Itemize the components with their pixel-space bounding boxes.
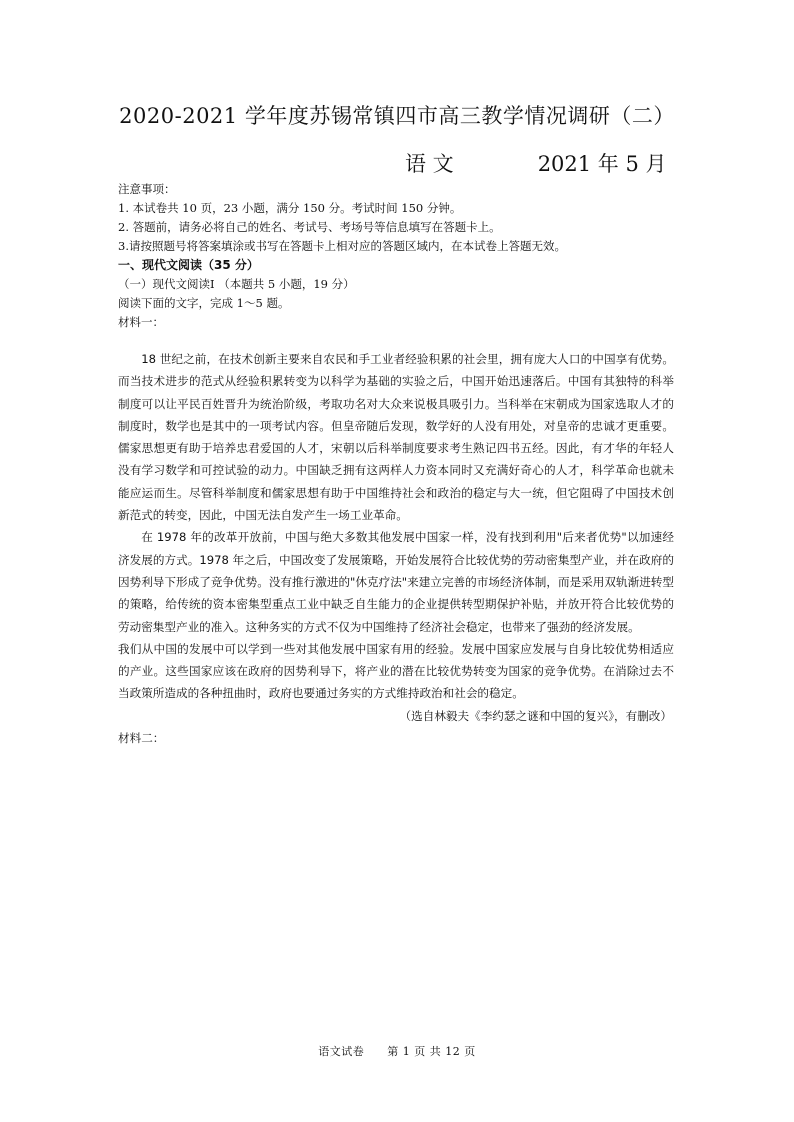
material-two-label: 材料二： [118, 731, 165, 746]
exam-subtitle [405, 148, 667, 178]
exam-date: 2021 年 5 月 [537, 152, 667, 176]
paragraph: 我们从中国的发展中可以学到一些对其他发展中国家有用的经验。发展中国家应发展与自身比较优势相适应的产业。这些国家应该在政府的因势利导下，将产业的潜在比较优势转变为国家的竞争优势。在消除过去不当政策所造成的各种扭曲时，政府也要通过务实的方式维持政治和社会的稳定。 [118, 641, 674, 701]
material-one-label: 材料一： [118, 315, 164, 329]
notes-item: 2. 答题前，请务必将自己的姓名、考试号、考场号等信息填写在答题卡上。 [118, 220, 501, 234]
notes-block [118, 180, 678, 332]
exam-title: 2020-2021 学年度苏锡常镇四市高三教学情况调研（二） [119, 104, 675, 128]
reading-instruction: 阅读下面的文字，完成 1～5 题。 [118, 296, 290, 310]
material-one-body [118, 348, 674, 749]
notes-heading: 注意事项： [118, 182, 176, 196]
notes-item: 1. 本试卷共 10 页，23 小题，满分 150 分。考试时间 150 分钟。 [118, 201, 462, 215]
source-citation: （选自林毅夫《李约瑟之谜和中国的复兴》，有删改） [399, 708, 672, 723]
notes-item: 3.请按照题号将答案填涂或书写在答题卡上相对应的答题区域内，在本试卷上答题无效。 [118, 239, 566, 253]
subject-label: 语 文 [405, 152, 454, 176]
section-title: 一、现代文阅读（35 分） [118, 258, 259, 272]
subsection-title: （一）现代文阅读Ⅰ （本题共 5 小题，19 分） [118, 277, 355, 291]
page-footer: 语文试卷 第 1 页 共 12 页 [318, 1045, 476, 1058]
paragraph: 18 世纪之前，在技术创新主要来自农民和手工业者经验积累的社会里，拥有庞大人口的中国享有优势。而当技术进步的范式从经验积累转变为以科学为基础的实验之后，中国开始迅速落后。中国有其独特的科举制度可以让平民百姓晋升为统治阶级，考取功名对大众来说极具吸引力。当科举在宋朝成为国家选取人才的制度时，数学也是其中的一项考试内容。但皇帝随后发现，数学好的人没有用处，对皇帝的忠诚才更重要。儒家思想更有助于培养忠君爱国的人才，宋朝以后科举制度要求考生熟记四书五经。因此，有才华的年轻人没有学习数学和可控试验的动力。中国缺乏拥有这两样人力资本同时又充满好奇心的人才，科学革命也就未能应运而生。尽管科举制度和儒家思想有助于中国维持社会和政治的稳定与大一统，但它阻碍了中国技术创新范式的转变，因此，中国无法自发产生一场工业革命。 [118, 352, 674, 523]
paragraph: 在 1978 年的改革开放前，中国与绝大多数其他发展中国家一样，没有找到利用"后来者优势"以加速经济发展的方式。1978 年之后，中国改变了发展策略，开始发展符合比较优势的劳动密集型产业，并在政府的因势利导下形成了竞争优势。没有推行激进的"休克疗法"来建立完善的市场经济体制，而是采用双轨渐进转型的策略，给传统的资本密集型重点工业中缺乏自生能力的企业提供转型期保护补贴，并放开符合比较优势的劳动密集型产业的准入。这种务实的方式不仅为中国维持了经济社会稳定，也带来了强劲的经济发展。 [118, 530, 674, 634]
